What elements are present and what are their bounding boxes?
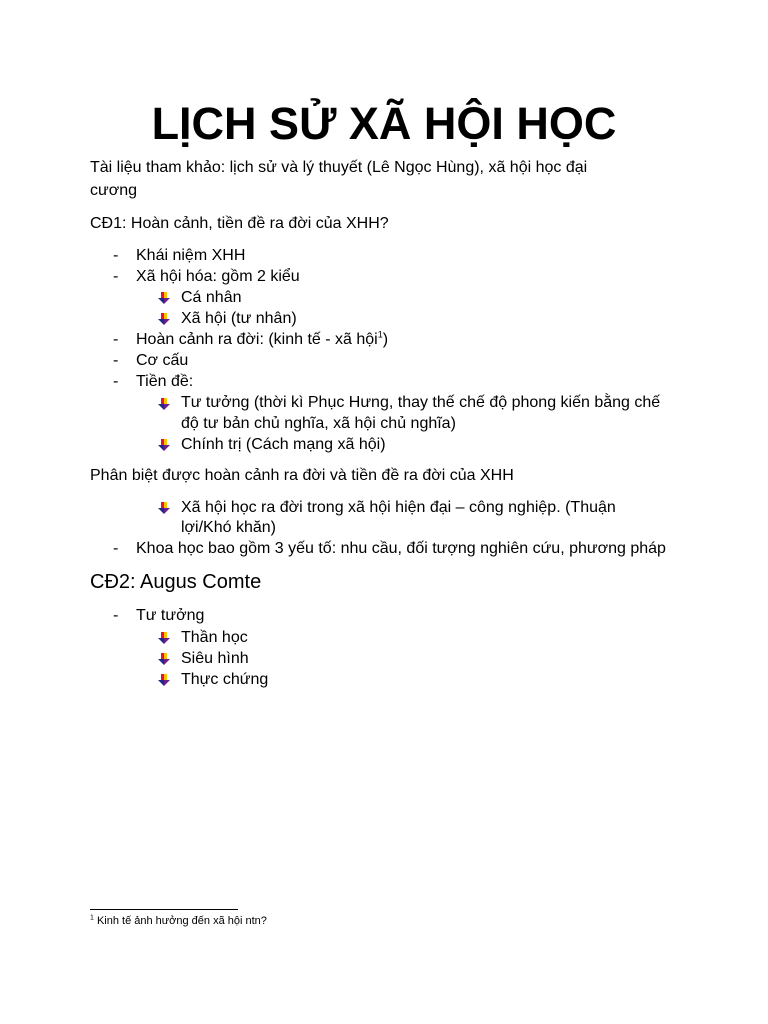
arrow-bullet-icon <box>157 501 171 515</box>
dash-bullet: - <box>113 331 119 348</box>
list-item-xa-hoi-hoa: Xã hội hóa: gồm 2 kiểu <box>136 268 300 285</box>
dash-bullet: - <box>113 540 119 557</box>
dash-bullet: - <box>113 607 119 624</box>
list-item-thuc-chung: Thực chứng <box>181 671 269 688</box>
footnote <box>90 914 267 928</box>
arrow-bullet-icon <box>157 652 171 666</box>
arrow-bullet-icon <box>157 438 171 452</box>
list-item-ca-nhan: Cá nhân <box>181 289 242 306</box>
hoan-canh-close: ) <box>382 331 389 348</box>
list-item-xa-hoi: Xã hội (tư nhân) <box>181 310 297 327</box>
list-item-than-hoc: Thần học <box>181 629 248 646</box>
arrow-bullet-icon <box>157 397 171 411</box>
dash-bullet: - <box>113 352 119 369</box>
list-item-xhh-line-2: lợi/Khó khăn) <box>181 519 276 536</box>
list-item-sieu-hinh: Siêu hình <box>181 650 249 667</box>
arrow-bullet-icon <box>157 673 171 687</box>
reference-line-2: cương <box>90 182 137 199</box>
dash-bullet: - <box>113 268 119 285</box>
cd2-heading: CĐ2: Augus Comte <box>90 571 262 593</box>
hoan-canh-text: Hoàn cảnh ra đời: (kinh tế - xã hội <box>136 331 378 348</box>
arrow-bullet-icon <box>157 631 171 645</box>
list-item-co-cau: Cơ cấu <box>136 352 189 369</box>
reference-line-1: Tài liệu tham khảo: lịch sử và lý thuyết (Lê Ngọc Hùng), xã hội học đại <box>90 159 588 176</box>
footnote-text: Kinh tế ảnh hưởng đến xã hội ntn? <box>96 915 267 927</box>
list-item-khai-niem: Khái niệm XHH <box>136 247 246 264</box>
list-item-hoan-canh <box>136 329 388 350</box>
dash-bullet: - <box>113 373 119 390</box>
footnote-separator <box>90 909 238 910</box>
list-item-tu-tuong-line-2: độ tư bản chủ nghĩa, xã hội chủ nghĩa) <box>181 415 456 432</box>
page-title: LỊCH SỬ XÃ HỘI HỌC <box>151 98 617 149</box>
list-item-khoa-hoc: Khoa học bao gồm 3 yếu tố: nhu cầu, đối tượng nghiên cứu, phương pháp <box>136 540 666 557</box>
footnote-number: 1 <box>90 914 94 922</box>
cd1-heading: CĐ1: Hoàn cảnh, tiền đề ra đời của XHH? <box>90 215 389 232</box>
arrow-bullet-icon <box>157 291 171 305</box>
note-paragraph: Phân biệt được hoàn cảnh ra đời và tiền đề ra đời của XHH <box>90 467 514 484</box>
dash-bullet: - <box>113 247 119 264</box>
list-item-chinh-tri: Chính trị (Cách mạng xã hội) <box>181 436 386 453</box>
list-item-tu-tuong-line-1: Tư tưởng (thời kì Phục Hưng, thay thế chế độ phong kiến bằng chế <box>181 394 661 411</box>
list-item-xhh-line-1: Xã hội học ra đời trong xã hội hiện đại – công nghiệp. (Thuận <box>181 499 616 516</box>
list-item-tien-de: Tiền đề: <box>136 373 194 390</box>
arrow-bullet-icon <box>157 312 171 326</box>
footnote-ref[interactable]: 1 <box>377 329 383 340</box>
list-item-tu-tuong: Tư tưởng <box>136 607 205 624</box>
